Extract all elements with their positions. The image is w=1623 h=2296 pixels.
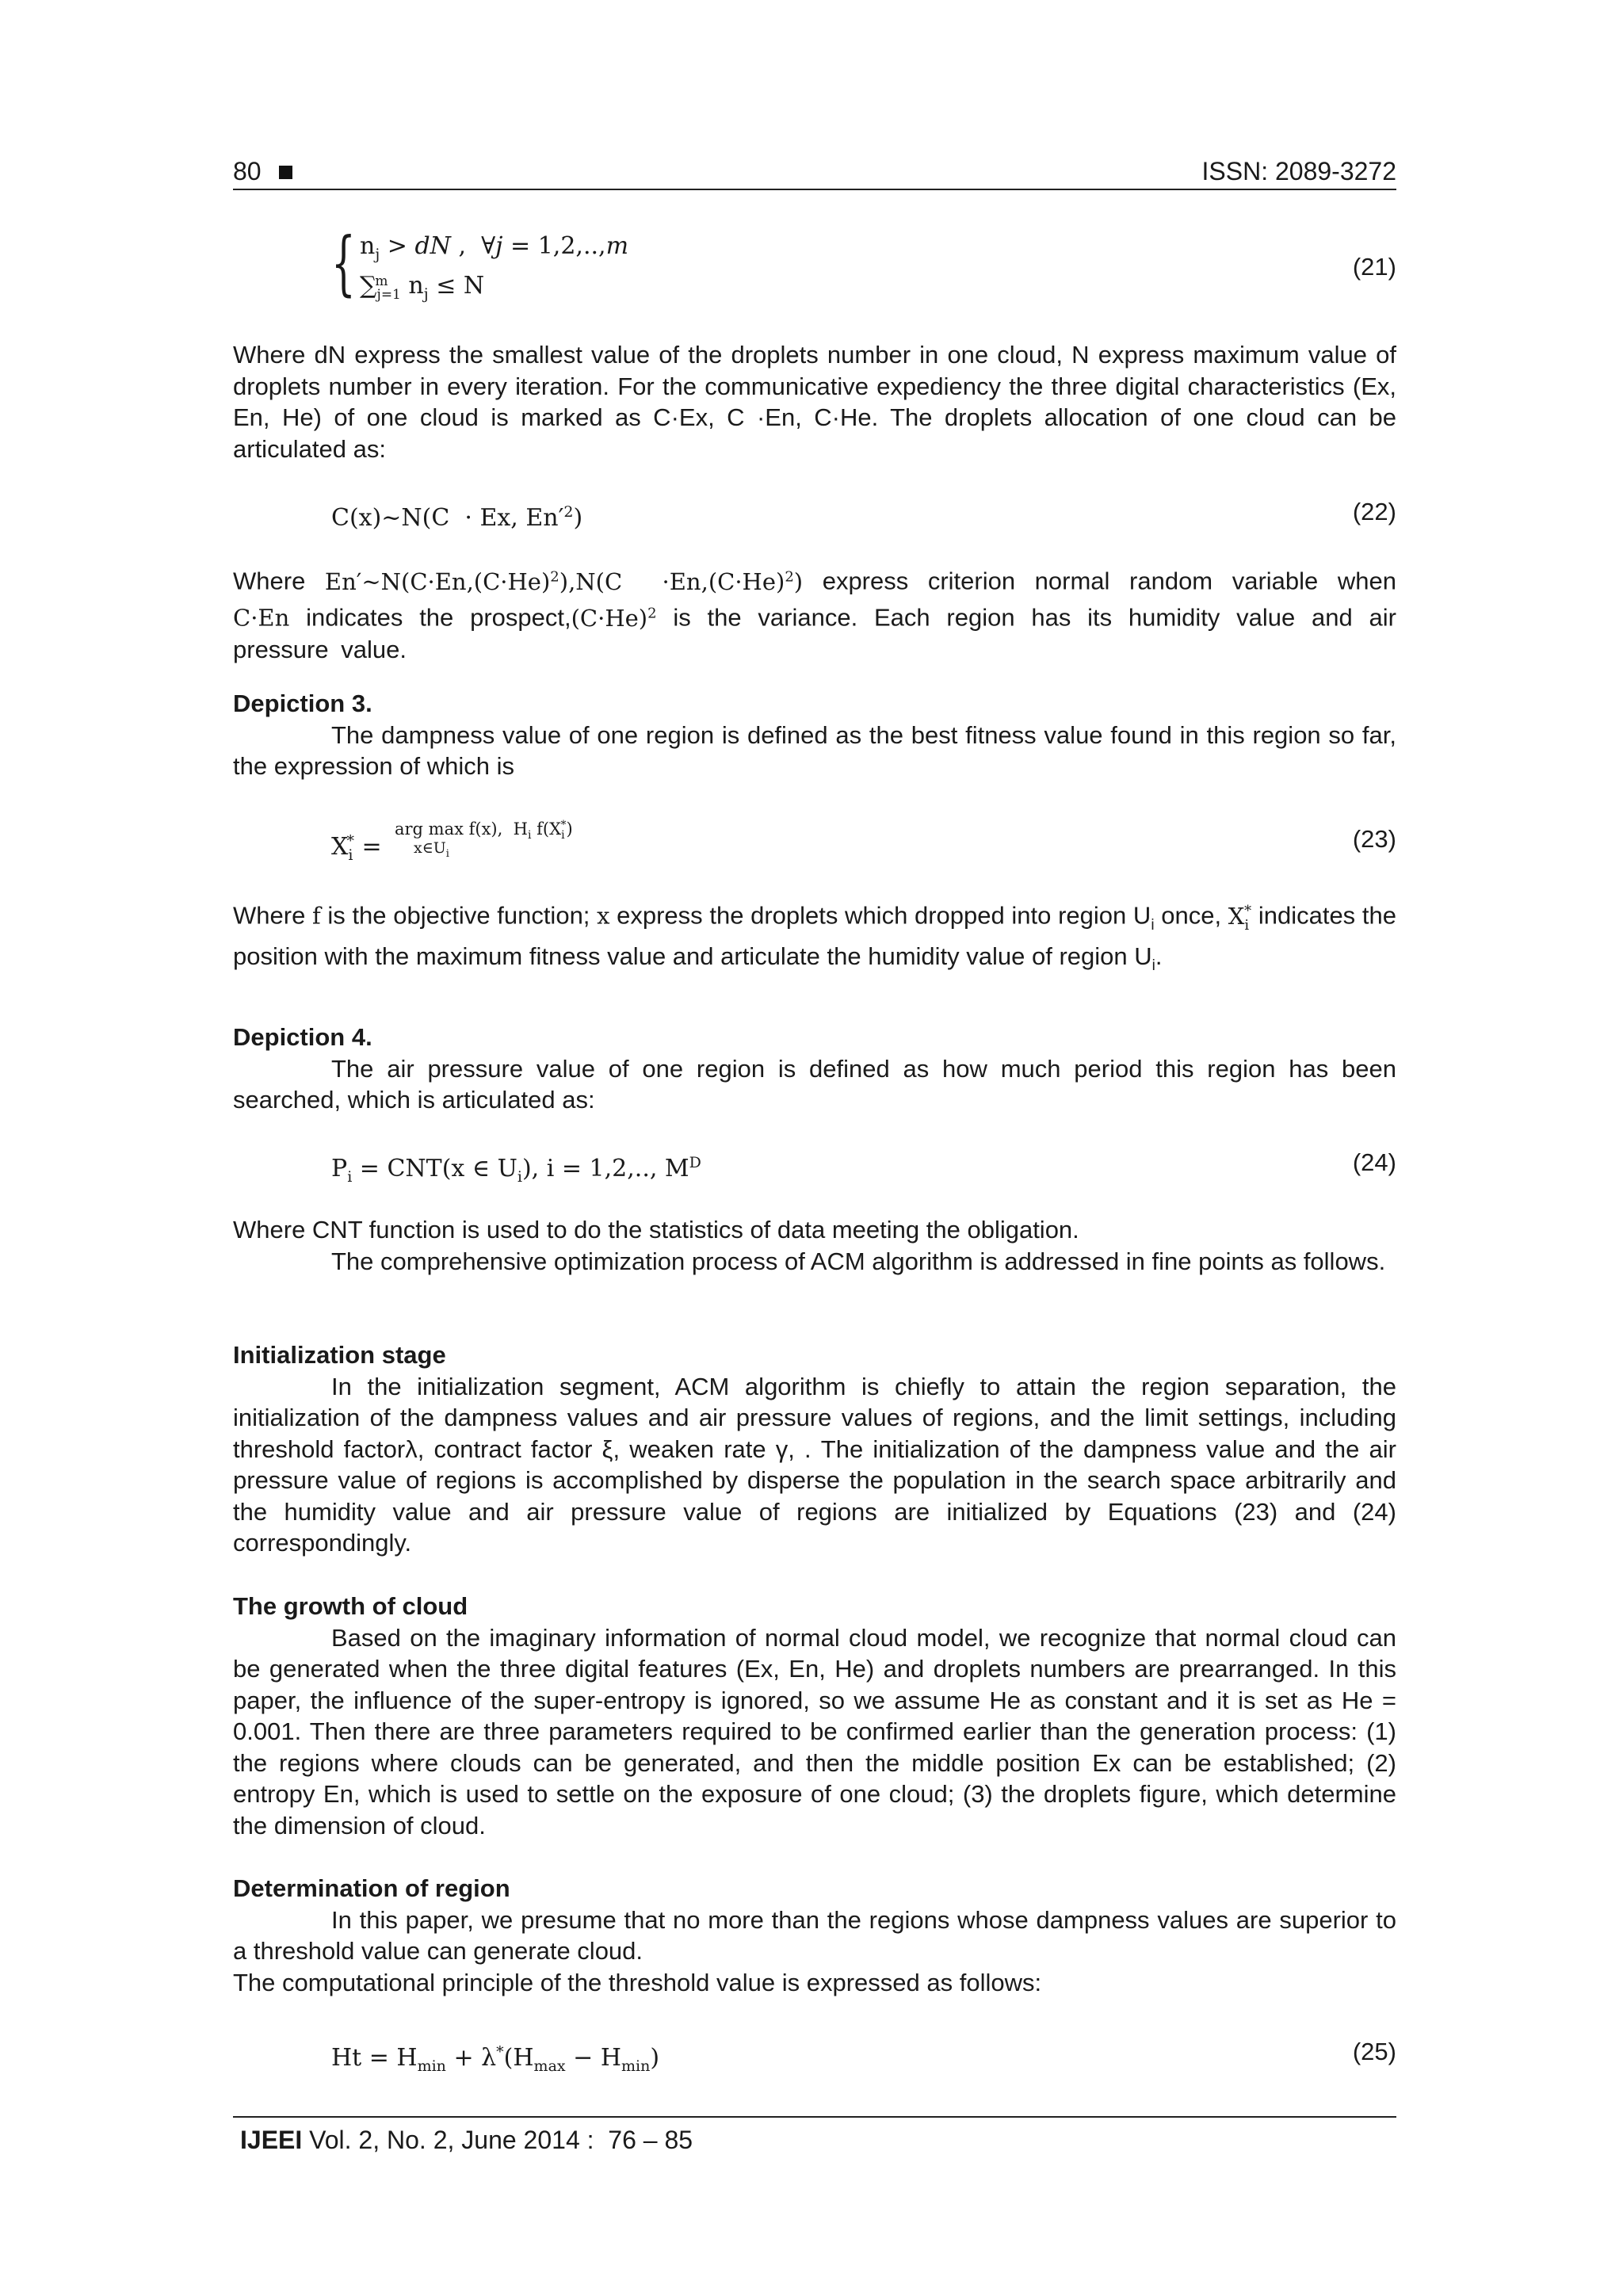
equation-number: (23)	[1352, 825, 1396, 853]
equation-25: $Ht = H_{min} + \lambda^*(H_{max} - H_{min})$ (25)	[331, 2038, 1396, 2075]
section-heading: Initialization stage	[233, 1341, 446, 1369]
equation-number: (24)	[1352, 1148, 1396, 1176]
paragraph: Where CNT function is used to do the statistics of data meeting the obligation. The comprehensive optimization process of ACM algorithm is addressed in fine points as follows.	[233, 1216, 1386, 1275]
square-bullet-icon	[279, 166, 292, 179]
page-number: 80	[233, 155, 292, 187]
section-block: Determination of region In this paper, we presume that no more than the regions whose dampness values are superior to a threshold value can generate cloud. The computational principle of the threshold value is expressed as follows:	[233, 1874, 1396, 1996]
section-block: Initialization stage In the initialization segment, ACM algorithm is chiefly to attain the region separation, the initialization of the dampness values and air pressure values of regions, and the limit settings, including threshold factorλ, contract factor ξ, weaken rate γ, . The initialization of the dampness value and the air pressure value of regions is accomplished by disperse the population in the search space arbitrarily and the humidity value and air pressure value of regions are initialized by Equations (23) and (24) correspondingly.	[233, 1341, 1396, 1557]
section-block: Depiction 3. The dampness value of one region is defined as the best fitness value found in this region so far, the expression of which is	[233, 690, 1396, 780]
paragraph: Where $En'\sim N(C\cdot En,(C\cdot He)^2),N(C \cdot En,(C\cdot He)^2)$ express criterion normal random variable when C·En indicates the $prospect,(C\cdot He)^2$ is the variance. Each region has its humidity value and air pressure value.	[233, 567, 1396, 664]
equation-23: $X_i^*$ = arg max f(x), $H_i$ $f(X_i^*)$ $x\in U_i$ (23)	[331, 819, 1396, 864]
issn: ISSN: 2089-3272	[1201, 157, 1396, 185]
footer-rule	[233, 2116, 1396, 2118]
section-heading: Depiction 4.	[233, 1023, 372, 1051]
left-brace: {	[331, 222, 356, 304]
section-heading: The growth of cloud	[233, 1592, 468, 1620]
paragraph: Where f is the objective function; x express the droplets which dropped into region $U_i$ once, $X_i^*$ indicates the position with the maximum fitness value and articulate the humidity value of region $U_i$.	[233, 901, 1396, 975]
equation-number: (21)	[1352, 253, 1396, 281]
section-block: Depiction 4. The air pressure value of one region is defined as how much period this region has been searched, which is articulated as:	[233, 1023, 1396, 1114]
footer-citation: IJEEI Vol. 2, No. 2, June 2014 : 76 – 85	[240, 2126, 693, 2154]
section-heading: Depiction 3.	[233, 690, 372, 717]
equation-24: $P_i = CNT(x$ ∈ $U_i$), i = 1,2,.., $M^D$ (24)	[331, 1148, 1396, 1186]
equation-22: C(x)~N(C · Ex, $En'^2$) (22)	[331, 498, 1396, 532]
section-heading: Determination of region	[233, 1874, 510, 1902]
equation-number: (25)	[1352, 2038, 1396, 2065]
equation-number: (22)	[1352, 498, 1396, 525]
section-block: The growth of cloud Based on the imaginary information of normal cloud model, we recognize that normal cloud can be generated when the three digital features (Ex, En, He) and droplets numbers are prearranged. In this paper, the influence of the super-entropy is ignored, so we assume He as constant and it is set as He = 0.001. Then there are three parameters required to be confirmed earlier than the generation process: (1) the regions where clouds can be generated, and then the middle position Ex can be established; (2) entropy En, which is used to settle on the exposure of one cloud; (3) the droplets figure, which determine the dimension of cloud.	[233, 1592, 1396, 1839]
header-rule	[233, 189, 1396, 190]
paragraph: Where dN express the smallest value of the droplets number in one cloud, N express maximum value of droplets number in every iteration. For the communicative expediency the three digital characteristics (Ex, En, He) of one cloud is marked as C·Ex, C ·En, C·He. The droplets allocation of one cloud can be articulated as:	[233, 341, 1396, 463]
equation-21: { $n_j$ > dN , ∀j = 1,2,..,m ∑$^m_{j=1}$ $n_j \le N$ (21)	[331, 222, 1396, 304]
